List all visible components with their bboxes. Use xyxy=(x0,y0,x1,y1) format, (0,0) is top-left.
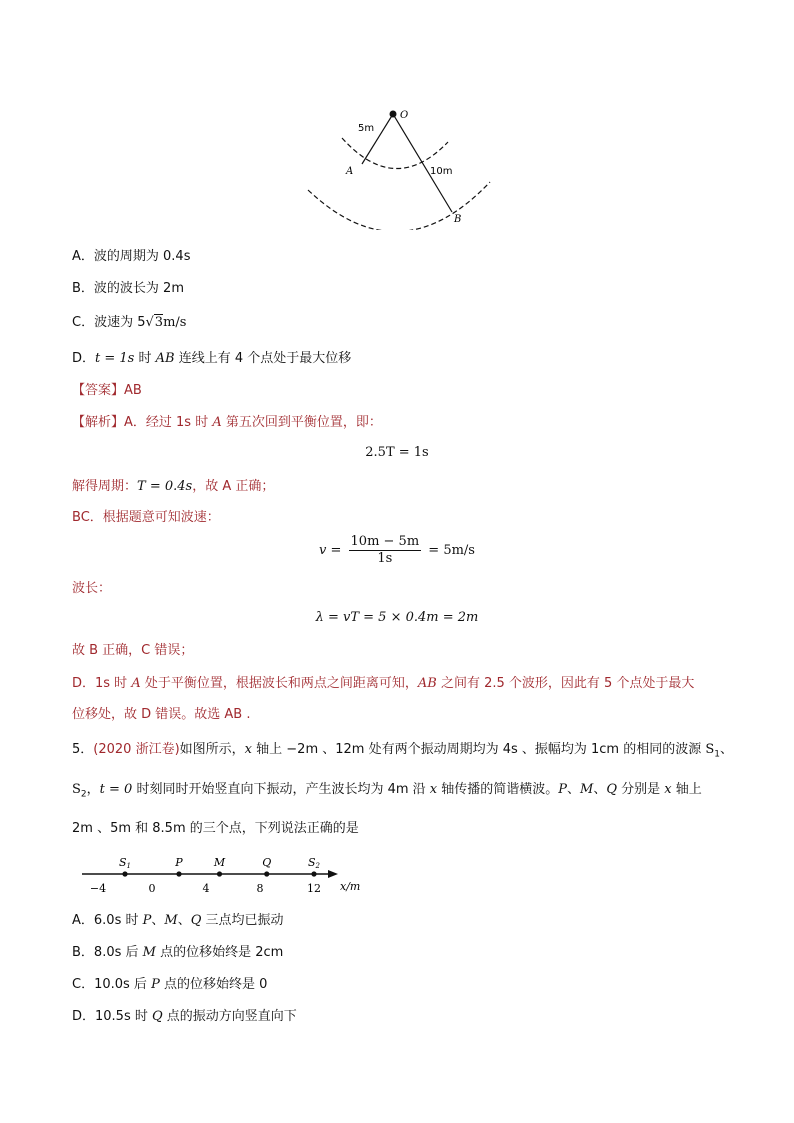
q5-line-2-a: ， xyxy=(86,782,100,797)
q5-line-2-e: 轴上 xyxy=(671,782,702,797)
analysis-line-1-point-a: A xyxy=(212,415,222,430)
q5-option-d-q: Q xyxy=(152,1009,163,1024)
wave-circle-diagram xyxy=(300,102,500,230)
q4-option-d-ab: AB xyxy=(155,351,175,366)
q5-option-a-a: A．6.0s 时 xyxy=(72,913,143,928)
point-label-s2: S2 xyxy=(307,856,321,870)
q4-option-d xyxy=(72,350,351,368)
q5-line-1-a: 如图所示， xyxy=(179,742,245,757)
q5-sep-1: 、 xyxy=(720,742,734,757)
q5-option-b-a: B．8.0s 后 xyxy=(72,945,143,960)
q4-option-c-unit: m/s xyxy=(163,315,187,330)
tick-label-1: 0 xyxy=(148,882,156,895)
analysis-line-6-b: 处于平衡位置，根据波长和两点之间距离可知， xyxy=(140,676,418,691)
q4-option-d-suffix: 连线上有 4 个点处于最大位移 xyxy=(174,351,352,366)
analysis-line-4: 波长： xyxy=(72,581,112,596)
q5-option-a-q: Q xyxy=(190,913,202,928)
point-s2 xyxy=(311,871,316,876)
analysis-line-6-point-a: A xyxy=(131,676,141,691)
label-B: B xyxy=(454,214,462,225)
answer-value: AB xyxy=(124,383,142,398)
label-OA-length: 5m xyxy=(358,123,375,134)
q5-line-2-d: 分别是 xyxy=(617,782,665,797)
q5-option-c xyxy=(72,976,267,994)
q5-line-2-b: 时刻同时开始竖直向下振动，产生波长均为 4m 沿 xyxy=(132,782,430,797)
answer-bracket: 【答案】 xyxy=(72,383,125,398)
answer-line xyxy=(72,382,142,400)
analysis-line-6-a: D．1s 时 xyxy=(72,676,132,691)
equation-wavelength: λ = vT = 5 × 0.4m = 2m xyxy=(315,610,479,625)
inner-arc xyxy=(342,138,448,169)
analysis-line-5: 故 B 正确，C 错误； xyxy=(72,643,194,658)
equation-period: 2.5T = 1s xyxy=(365,445,429,460)
q4-option-d-prefix: D． xyxy=(72,351,96,366)
analysis-line-6-ab: AB xyxy=(417,676,437,691)
x-axis-label: x/m xyxy=(340,880,361,893)
label-OB-length: 10m xyxy=(430,166,453,177)
point-O xyxy=(390,111,397,118)
q5-option-a-comma-1: 、 xyxy=(151,913,165,928)
point-p xyxy=(176,871,181,876)
q4-option-a: A．波的周期为 0.4s xyxy=(72,249,191,264)
q4-option-b: B．波的波长为 2m xyxy=(72,281,184,296)
q5-option-b xyxy=(72,944,283,962)
analysis-line-2-eq: T = 0.4s xyxy=(137,479,193,494)
point-m xyxy=(217,871,222,876)
analysis-line-2-a: 解得周期： xyxy=(72,479,138,494)
q5-comma-2: 、 xyxy=(593,782,607,797)
q5-line-2 xyxy=(72,781,702,804)
analysis-bracket: 【解析】 xyxy=(72,415,125,430)
analysis-line-1-a: A．经过 1s 时 xyxy=(124,415,213,430)
eq2-numerator: 10m − 5m xyxy=(350,534,420,549)
q5-line-2-c: 轴传播的简谐横波。 xyxy=(437,782,559,797)
q5-m: M xyxy=(580,782,594,797)
eq2-rhs: = 5m/s xyxy=(428,543,475,558)
q5-option-d-b: 点的振动方向竖直向下 xyxy=(162,1009,297,1024)
tick-label-2: 4 xyxy=(202,882,210,895)
label-A: A xyxy=(346,166,354,177)
q5-source: (2020 浙江卷) xyxy=(93,742,180,757)
q5-option-a-comma-2: 、 xyxy=(177,913,191,928)
point-label-q: Q xyxy=(262,856,272,869)
q5-number: 5． xyxy=(72,742,94,757)
q5-option-a-p: P xyxy=(142,913,152,928)
q4-option-c: C．波速为 5√3m/s xyxy=(72,315,187,330)
segment-OB xyxy=(393,114,452,212)
q5-comma-1: 、 xyxy=(567,782,581,797)
analysis-line-3: BC．根据题意可知波速： xyxy=(72,510,220,525)
point-s1 xyxy=(122,871,127,876)
point-q xyxy=(264,871,269,876)
q5-line-1 xyxy=(72,741,733,764)
q5-option-a xyxy=(72,912,284,930)
analysis-line-2 xyxy=(72,478,274,496)
q5-q: Q xyxy=(606,782,618,797)
point-label-s1: S1 xyxy=(118,856,132,870)
x-axis-diagram xyxy=(76,848,376,898)
point-label-m: M xyxy=(213,856,226,869)
outer-arc xyxy=(308,182,490,230)
q5-option-b-b: 点的位移始终是 2cm xyxy=(155,945,284,960)
q5-t0: t = 0 xyxy=(99,782,133,797)
q5-option-d xyxy=(72,1008,297,1026)
q5-option-c-b: 点的位移始终是 0 xyxy=(159,977,268,992)
q5-s1-sub: 1 xyxy=(714,749,721,760)
q5-x-1: x xyxy=(244,742,253,757)
q5-s2: S xyxy=(72,782,81,797)
eq2-fraction xyxy=(349,534,422,567)
label-O: O xyxy=(400,110,409,121)
q4-option-d-time: t = 1s xyxy=(95,351,135,366)
eq2-denominator: 1s xyxy=(377,551,393,566)
segment-OA xyxy=(362,114,393,164)
tick-label-4: 12 xyxy=(307,882,321,895)
equation-velocity xyxy=(0,534,794,567)
analysis-line-2-b: ，故 A 正确； xyxy=(192,479,275,494)
q5-s2-sub: 2 xyxy=(80,789,87,800)
q5-option-a-m: M xyxy=(164,913,178,928)
q5-x-3: x xyxy=(664,782,672,797)
q5-s1: S xyxy=(705,742,715,757)
x-axis-arrow xyxy=(328,870,338,878)
eq2-lhs: v = xyxy=(319,543,342,558)
tick-label-3: 8 xyxy=(256,882,264,895)
x-axis-ticks xyxy=(90,882,321,895)
analysis-line-7: 位移处，故 D 错误。故选 AB . xyxy=(72,707,251,722)
q5-x-2: x xyxy=(429,782,438,797)
q4-option-d-mid: 时 xyxy=(134,351,156,366)
q4-option-c-prefix: C．波速为 5 xyxy=(72,315,146,330)
analysis-line-1 xyxy=(72,414,382,432)
analysis-line-6-c: 之间有 2.5 个波形，因此有 5 个点处于最大 xyxy=(436,676,695,691)
q5-option-c-p: P xyxy=(151,977,160,992)
point-label-p: P xyxy=(175,856,183,869)
q5-line-1-b: 轴上 −2m 、12m 处有两个振动周期均为 4s 、振幅均为 1cm 的相同的波源 xyxy=(252,742,706,757)
analysis-line-1-b: 第五次回到平衡位置，即： xyxy=(221,415,382,430)
q5-option-b-m: M xyxy=(142,945,156,960)
tick-label-0: −4 xyxy=(89,882,107,895)
analysis-line-6 xyxy=(72,675,694,693)
q5-option-a-b: 三点均已振动 xyxy=(201,913,284,928)
q5-option-c-a: C．10.0s 后 xyxy=(72,977,152,992)
q4-option-c-sqrt: 3 xyxy=(154,315,164,330)
q5-option-d-a: D．10.5s 时 xyxy=(72,1009,152,1024)
q5-p: P xyxy=(558,782,568,797)
q5-line-3: 2m 、5m 和 8.5m 的三个点，下列说法正确的是 xyxy=(72,821,359,836)
